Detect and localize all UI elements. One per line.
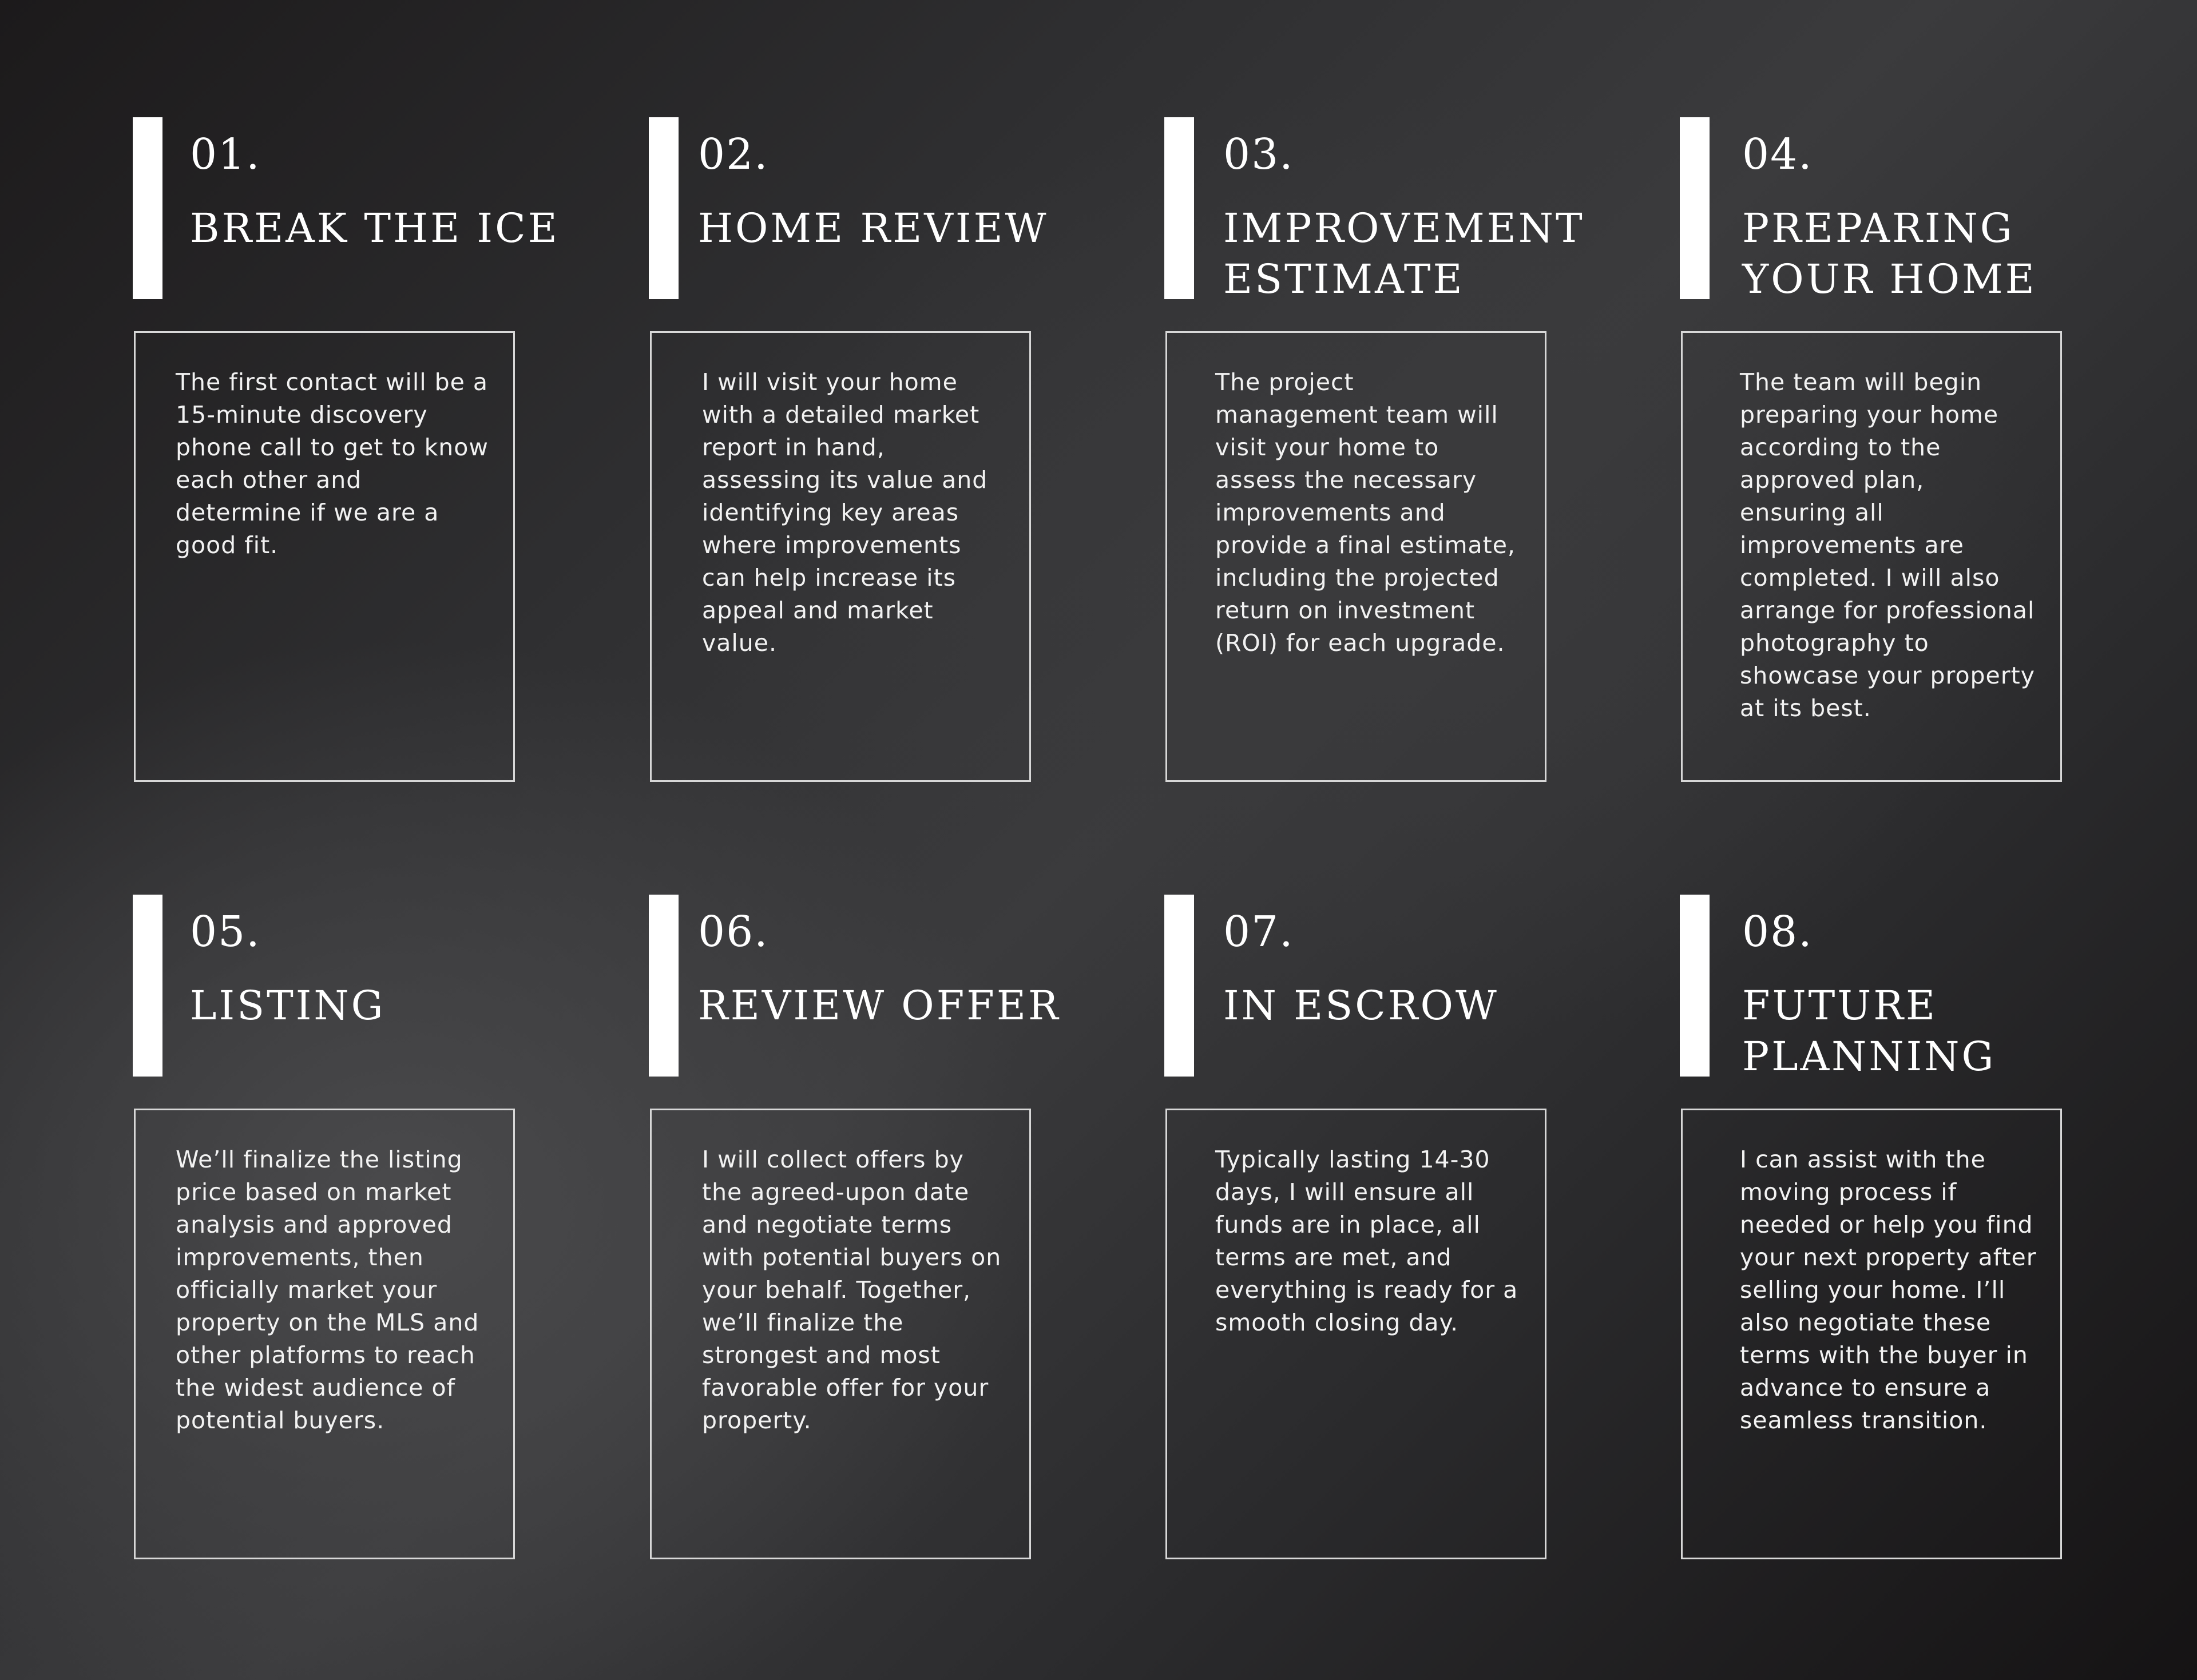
step-description: I will collect offers by the agreed-upon date and negotiate terms with potential buyers on your behalf. Together, we’ll finalize the strongest and most favorable offer for your property. <box>702 1146 1002 1434</box>
step-title: IN ESCROW <box>1223 982 1499 1029</box>
step-description-box <box>1165 1109 1546 1559</box>
step-accent-bar <box>133 895 162 1077</box>
step-title: REVIEW OFFER <box>698 982 1061 1029</box>
step-title: BREAK THE ICE <box>190 205 560 252</box>
step-accent-bar <box>649 117 679 299</box>
step-number: 01. <box>190 130 261 179</box>
step-description-box <box>1681 331 2062 782</box>
step-description: We’ll finalize the listing price based on market analysis and approved improvements, then officially market your property on the MLS and other platforms to reach the widest audience of potential buyers. <box>176 1146 479 1434</box>
step-accent-bar <box>133 117 162 299</box>
step-description: The first contact will be a 15-minute discovery phone call to get to know each other and determine if we are a good fit. <box>176 368 489 559</box>
step-description-box <box>134 331 515 782</box>
step-title: HOME REVIEW <box>698 205 1049 252</box>
step-description-box <box>1681 1109 2062 1559</box>
step-accent-bar <box>649 895 679 1077</box>
step-description-box <box>650 1109 1031 1559</box>
step-title: FUTURE PLANNING <box>1742 982 1996 1080</box>
step-description-box <box>134 1109 515 1559</box>
step-title: PREPARING YOUR HOME <box>1742 205 2037 303</box>
step-description: Typically lasting 14-30 days, I will ensure all funds are in place, all terms are met, and everything is ready for a smooth closing day. <box>1215 1146 1518 1336</box>
step-accent-bar <box>1680 117 1710 299</box>
step-description: The project management team will visit your home to assess the necessary improvements and provide a final estimate, including the projected return on investment (ROI) for each upgrade. <box>1215 368 1516 657</box>
step-number: 04. <box>1742 130 1813 179</box>
step-number: 08. <box>1742 907 1813 956</box>
step-accent-bar <box>1164 117 1194 299</box>
step-description: I can assist with the moving process if needed or help you find your next property after selling your home. I’ll also negotiate these terms with the buyer in advance to ensure a seamless transition. <box>1740 1146 2037 1434</box>
step-number: 07. <box>1223 907 1294 956</box>
step-accent-bar <box>1680 895 1710 1077</box>
step-title: IMPROVEMENT ESTIMATE <box>1223 205 1585 303</box>
step-number: 02. <box>698 130 769 179</box>
step-description: The team will begin preparing your home according to the approved plan, ensuring all improvements are completed. I will also arrange for professional photography to showcase your property at its best. <box>1740 368 2035 722</box>
step-title: LISTING <box>190 982 386 1029</box>
step-number: 03. <box>1223 130 1294 179</box>
step-description-box <box>650 331 1031 782</box>
step-description-box <box>1165 331 1546 782</box>
step-accent-bar <box>1164 895 1194 1077</box>
step-number: 06. <box>698 907 769 956</box>
step-description: I will visit your home with a detailed market report in hand, assessing its value and identifying key areas where improvements can help increase its appeal and market value. <box>702 368 988 657</box>
step-number: 05. <box>190 907 261 956</box>
